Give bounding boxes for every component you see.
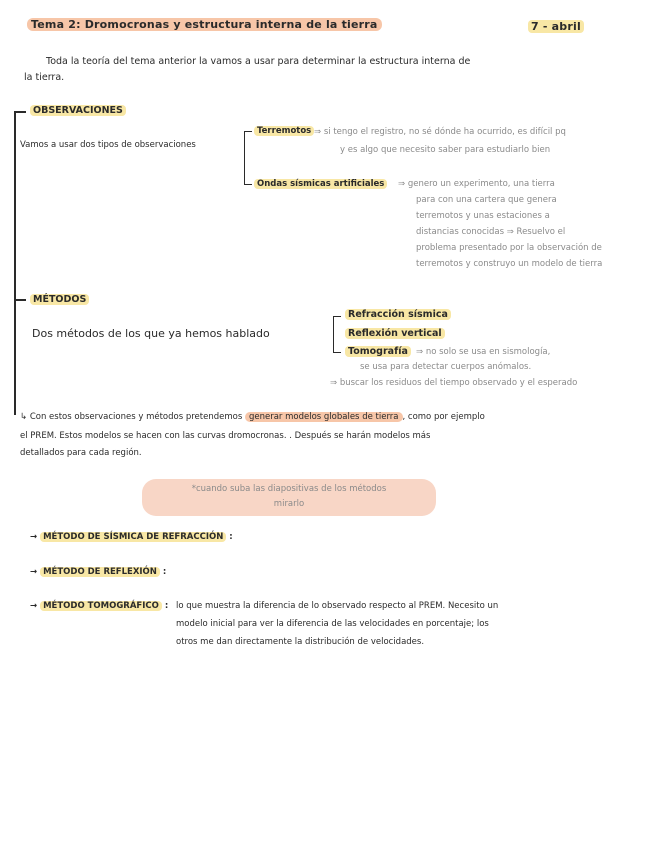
conclusion-text-b: , como por ejemplo bbox=[402, 412, 485, 422]
ondas-label bbox=[254, 179, 387, 189]
conclusion-highlight: generar modelos globales de tierra bbox=[245, 412, 403, 422]
section-reflexion-text: MÉTODO DE REFLEXIÓN bbox=[40, 567, 160, 577]
tomografico-line-2: modelo inicial para ver la diferencia de las velocidades en porcentaje; los bbox=[176, 619, 489, 629]
metodos-heading bbox=[30, 294, 89, 305]
brace-bottom bbox=[244, 184, 252, 185]
brace-top bbox=[244, 131, 252, 132]
ondas-line-6: terremotos y construyo un modelo de tierra bbox=[416, 259, 603, 269]
bracket-top bbox=[14, 111, 26, 113]
intro-line-2: la tierra. bbox=[24, 72, 65, 83]
metodos-brace-bottom bbox=[333, 352, 341, 353]
section-refraccion: → MÉTODO DE SÍSMICA DE REFRACCIÓN : bbox=[30, 532, 233, 542]
slides-note-line-2: mirarlo bbox=[273, 499, 305, 509]
tomografia-line-1: ⇒ no solo se usa en sismología, bbox=[416, 347, 551, 357]
tomografia-line-3: ⇒ buscar los residuos del tiempo observado y el esperado bbox=[330, 378, 578, 388]
observaciones-lead: Vamos a usar dos tipos de observaciones bbox=[20, 140, 196, 150]
section-tomografico: → MÉTODO TOMOGRÁFICO : bbox=[30, 601, 169, 611]
metodo-item-2 bbox=[345, 328, 445, 339]
metodos-lead: Dos métodos de los que ya hemos hablado bbox=[32, 327, 270, 340]
page-date bbox=[528, 20, 584, 33]
section-refraccion-text: MÉTODO DE SÍSMICA DE REFRACCIÓN bbox=[40, 532, 226, 542]
conclusion-line-1: ↳ Con estos observaciones y métodos pretendemos generar modelos globales de tierra , como por ejemplo bbox=[20, 412, 485, 422]
terremotos-label bbox=[254, 126, 314, 136]
metodo-item-3-text: Tomografía bbox=[345, 346, 411, 357]
bracket-lower bbox=[14, 299, 16, 415]
metodo-item-1-text: Refracción sísmica bbox=[345, 309, 451, 320]
bracket-mid bbox=[14, 299, 26, 301]
observaciones-heading-text: OBSERVACIONES bbox=[30, 105, 126, 116]
page-title bbox=[27, 18, 382, 31]
metodos-heading-text: MÉTODOS bbox=[30, 294, 89, 305]
slides-note bbox=[142, 479, 436, 516]
left-bracket bbox=[14, 111, 16, 301]
metodos-brace bbox=[333, 316, 334, 353]
conclusion-line-2: el PREM. Estos modelos se hacen con las curvas dromocronas. . Después se harán modelos más bbox=[20, 431, 431, 441]
observaciones-heading bbox=[30, 105, 126, 116]
ondas-line-2: para con una cartera que genera bbox=[416, 195, 557, 205]
tomografia-line-2: se usa para detectar cuerpos anómalos. bbox=[360, 362, 532, 372]
ondas-line-4: distancias conocidas ⇒ Resuelvo el bbox=[416, 227, 566, 237]
date-text: 7 - abril bbox=[528, 20, 584, 33]
slides-note-line-1: *cuando suba las diapositivas de los métodos bbox=[191, 484, 387, 494]
section-reflexion: → MÉTODO DE REFLEXIÓN : bbox=[30, 567, 167, 577]
title-text: Tema 2: Dromocronas y estructura interna de la tierra bbox=[27, 18, 382, 31]
terremotos-line-2: y es algo que necesito saber para estudiarlo bien bbox=[340, 145, 551, 155]
metodo-item-2-text: Reflexión vertical bbox=[345, 328, 445, 339]
ondas-label-text: Ondas sísmicas artificiales bbox=[254, 179, 387, 189]
intro-line-1: Toda la teoría del tema anterior la vamos a usar para determinar la estructura interna de bbox=[46, 56, 471, 67]
ondas-line-3: terremotos y unas estaciones a bbox=[416, 211, 550, 221]
observaciones-brace bbox=[244, 131, 245, 185]
terremotos-label-text: Terremotos bbox=[254, 126, 314, 136]
tomografico-line-3: otros me dan directamente la distribución de velocidades. bbox=[176, 637, 425, 647]
terremotos-line-1: ⇒ si tengo el registro, no sé dónde ha ocurrido, es difícil pq bbox=[314, 127, 566, 137]
metodos-brace-top bbox=[333, 316, 341, 317]
ondas-line-1: ⇒ genero un experimento, una tierra bbox=[398, 179, 555, 189]
tomografico-line-1: lo que muestra la diferencia de lo observado respecto al PREM. Necesito un bbox=[176, 601, 499, 611]
conclusion-line-3: detallados para cada región. bbox=[20, 448, 142, 458]
metodo-item-1 bbox=[345, 309, 451, 320]
ondas-line-5: problema presentado por la observación de bbox=[416, 243, 602, 253]
conclusion-text-a: Con estos observaciones y métodos pretendemos bbox=[29, 412, 243, 422]
metodo-item-3 bbox=[345, 346, 411, 357]
section-tomografico-text: MÉTODO TOMOGRÁFICO bbox=[40, 601, 162, 611]
